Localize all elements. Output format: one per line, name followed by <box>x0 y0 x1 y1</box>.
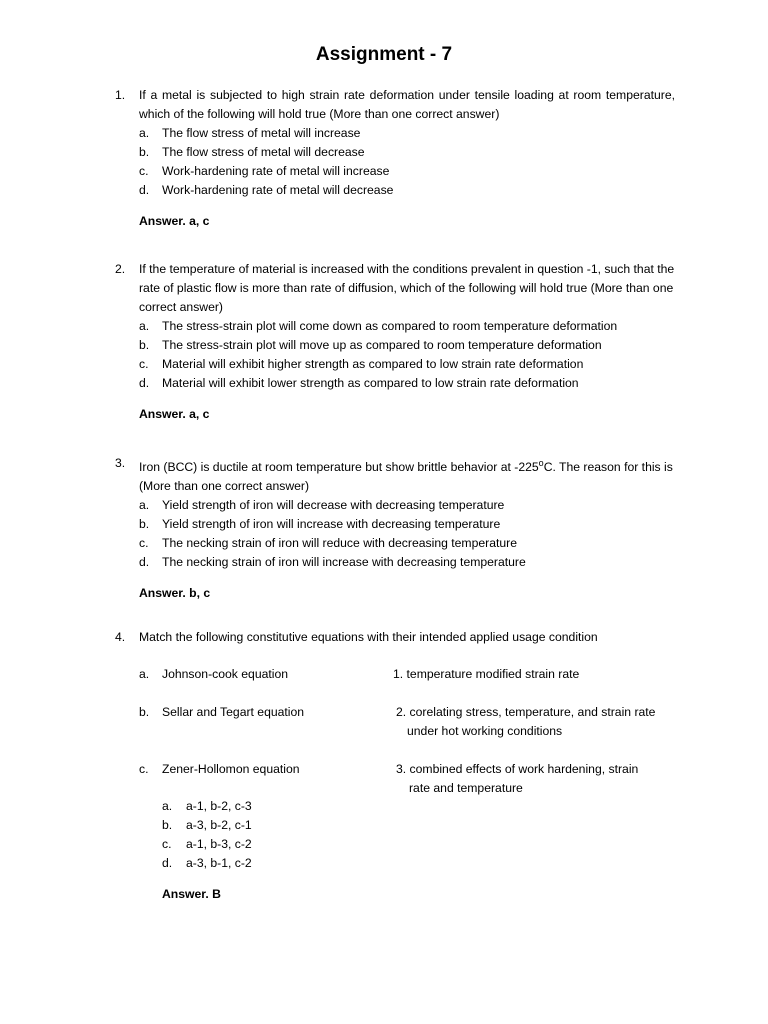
answer-text: Answer. B <box>162 887 221 901</box>
answer-text: Answer. a, c <box>139 407 210 421</box>
answer-text: Answer. b, c <box>139 586 211 601</box>
document-page: Assignment - 7 1. If a metal is subjected to high strain rate deformation under tensile loading at room temperature, which of the following will hold true (More than one correct answer) a. The flow stress of metal will increase b. The flow stress of metal will decrease c. Work-hardening rate of metal will increase d. Work-hardening rate of metal will decrease Answer. a, c 2. If the temperature of material is increased with the conditions prevalent in question -1, such that the rate of plastic flow is more than rate of diffusion, which of the following will hold true (More than one correct answer) a. The stress-strain plot will come down as compared to room temperature deformation b. The stress-strain plot will move up as compared to room temperature deformation c. Material will exhibit higher strength as compared to low strain rate deformation d. Material will exhibit lower strength as compared to low strain rate deformation Answer. a, c 3. Iron (BCC) is ductile at room temperature but show brittle behavior at -225$^o$C. The reason for this is (More than one correct answer) a. Yield strength of iron will decrease with decreasing temperature b. Yield strength of iron will increase with decreasing temperature c. The necking strain of iron will reduce with decreasing temperature d. The necking strain of iron will increase with decreasing temperature Answer. b, c 4. Match the following constitutive equations with their intended applied usage condition a. Johnson-cook equation 1. temperature modified strain rate b. Sellar and Tegart equation 2. corelating stress, temperature, and strain rate under hot working conditions c. Zener-Hollomon equation 3. combined effects of work hardening, strain rate and temperature a. a-1, b-2, c-3 b. a-3, b-2, c-1 c. a-1, b-3, c-2 d. a-3, b-1, c-2 Answer. B <box>0 0 768 1024</box>
option-item: d. Material will exhibit lower strength as compared to low strain rate deformation <box>139 376 579 390</box>
option-item: a. a-1, b-2, c-3 <box>162 799 252 813</box>
option-item: c. The necking strain of iron will reduce with decreasing temperature <box>139 536 517 551</box>
question-text: If a metal is subjected to high strain rate deformation under tensile loading at room temperature, which of the following will hold true (More than one correct answer) <box>139 88 675 121</box>
option-item: b. a-3, b-2, c-1 <box>162 818 252 832</box>
question-2 <box>115 260 675 424</box>
question-number: 1. <box>115 88 126 102</box>
option-item: c. Material will exhibit higher strength as compared to low strain rate deformation <box>139 357 584 371</box>
page-title: Assignment - 7 <box>315 44 453 65</box>
option-item: c. a-1, b-3, c-2 <box>162 837 252 851</box>
option-item: c. Work-hardening rate of metal will increase <box>139 164 390 178</box>
question-number: 2. <box>115 262 126 276</box>
question-text: Match the following constitutive equations with their intended applied usage condition <box>139 630 598 644</box>
option-list <box>139 317 675 393</box>
option-list <box>139 124 675 200</box>
question-number: 4. <box>115 630 126 644</box>
question-text: Iron (BCC) is ductile at room temperature but show brittle behavior at -225$^o$C. The reason for this is (More than one correct answer) <box>139 458 673 494</box>
option-item: a. Yield strength of iron will decrease with decreasing temperature <box>139 498 505 513</box>
option-item: d. a-3, b-1, c-2 <box>162 856 252 870</box>
question-text: If the temperature of material is increased with the conditions prevalent in question -1, such that the rate of plastic flow is more than rate of diffusion, which of the following will hold true (More than one correct answer) <box>139 262 675 314</box>
option-item: d. The necking strain of iron will increase with decreasing temperature <box>139 555 526 570</box>
answer-text: Answer. a, c <box>139 214 210 228</box>
option-item: b. The flow stress of metal will decrease <box>139 145 365 159</box>
option-item: a. The flow stress of metal will increase <box>139 126 361 140</box>
option-list <box>162 797 252 873</box>
degree-superscript: o <box>538 458 544 468</box>
option-item: a. The stress-strain plot will come down as compared to room temperature deformation <box>139 319 618 333</box>
option-item: d. Work-hardening rate of metal will decrease <box>139 183 394 197</box>
option-item: b. Yield strength of iron will increase with decreasing temperature <box>139 517 501 532</box>
option-list <box>139 496 675 572</box>
question-number: 3. <box>115 456 126 470</box>
question-4 <box>115 628 675 647</box>
option-item: b. The stress-strain plot will move up as compared to room temperature deformation <box>139 338 602 352</box>
question-1 <box>115 86 675 231</box>
question-3 <box>115 454 675 603</box>
